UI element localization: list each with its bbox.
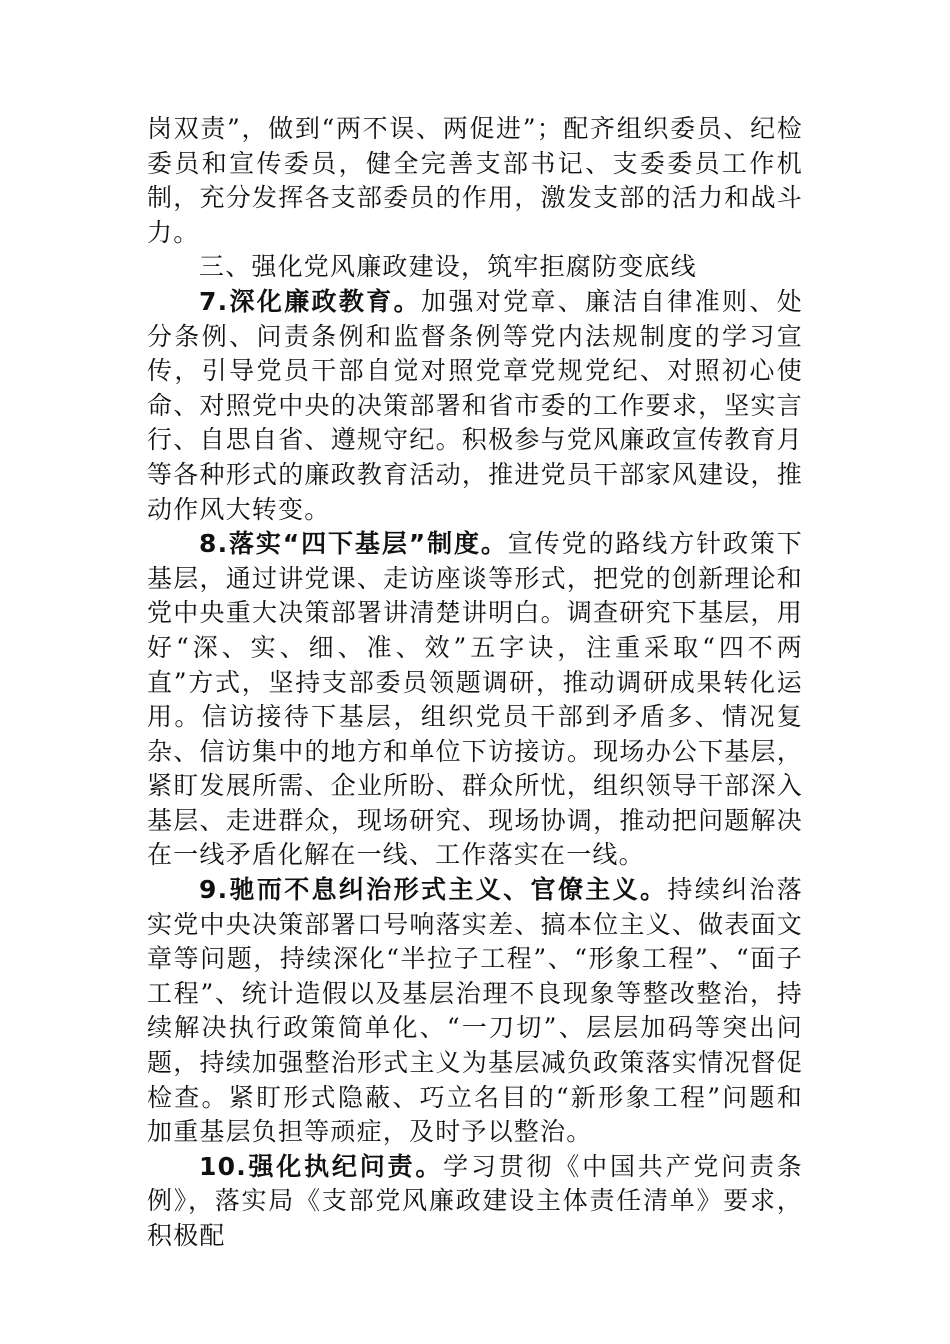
- item-7-lead: 7.深化廉政教育。: [199, 286, 422, 316]
- item-10-lead: 10.强化执纪问责。: [199, 1151, 444, 1181]
- section-heading: 三、强化党风廉政建设，筑牢拒腐防变底线: [199, 252, 697, 282]
- document-page: [147, 112, 803, 1254]
- item-10-body: 学习贯彻《中国共产党问责条例》，落实局《支部党风廉政建设主体责任清单》要求，积极配: [147, 1151, 803, 1250]
- paragraph-item-7: [147, 285, 803, 527]
- paragraph-item-8: [147, 527, 803, 873]
- item-8-body: 宣传党的路线方针政策下基层，通过讲党课、走访座谈等形式，把党的创新理论和党中央重大决策部署讲清楚讲明白。调查研究下基层，用好“深、实、细、准、效”五字诀，注重采取“四不两直”方式，坚持支部委员领题调研，推动调研成果转化运用。信访接待下基层，组织党员干部到矛盾多、情况复杂、信访集中的地方和单位下访接访。现场办公下基层，紧盯发展所需、企业所盼、群众所忧，组织领导干部深入基层、走进群众，现场研究、现场协调，推动把问题解决在一线矛盾化解在一线、工作落实在一线。: [147, 529, 803, 870]
- item-9-body: 持续纠治落实党中央决策部署口号响落实差、搞本位主义、做表面文章等问题，持续深化“半拉子工程”、“形象工程”、“面子工程”、统计造假以及基层治理不良现象等整改整治，持续解决执行政策简单化、“一刀切”、层层加码等突出问题，持续加强整治形式主义为基层减负政策落实情况督促检查。紧盯形式隐蔽、巧立名目的“新形象工程”问题和加重基层负担等顽症，及时予以整治。: [147, 875, 803, 1147]
- paragraph-item-9: [147, 873, 803, 1150]
- item-9-lead: 9.驰而不息纠治形式主义、官僚主义。: [199, 875, 668, 905]
- paragraph-continuation: 岗双责”，做到“两不误、两促进”；配齐组织委员、纪检委员和宣传委员，健全完善支部书记、支委委员工作机制，充分发挥各支部委员的作用，激发支部的活力和战斗力。: [147, 114, 803, 247]
- item-8-lead: 8.落实“四下基层”制度。: [199, 529, 508, 559]
- item-7-body: 加强对党章、廉洁自律准则、处分条例、问责条例和监督条例等党内法规制度的学习宣传，引导党员干部自觉对照党章党规党纪、对照初心使命、对照党中央的决策部署和省市委的工作要求，坚实言行、自思自省、遵规守纪。积极参与党风廉政宣传教育月等各种形式的廉政教育活动，推进党员干部家风建设，推动作风大转变。: [147, 286, 803, 524]
- paragraph-item-10: [147, 1150, 803, 1254]
